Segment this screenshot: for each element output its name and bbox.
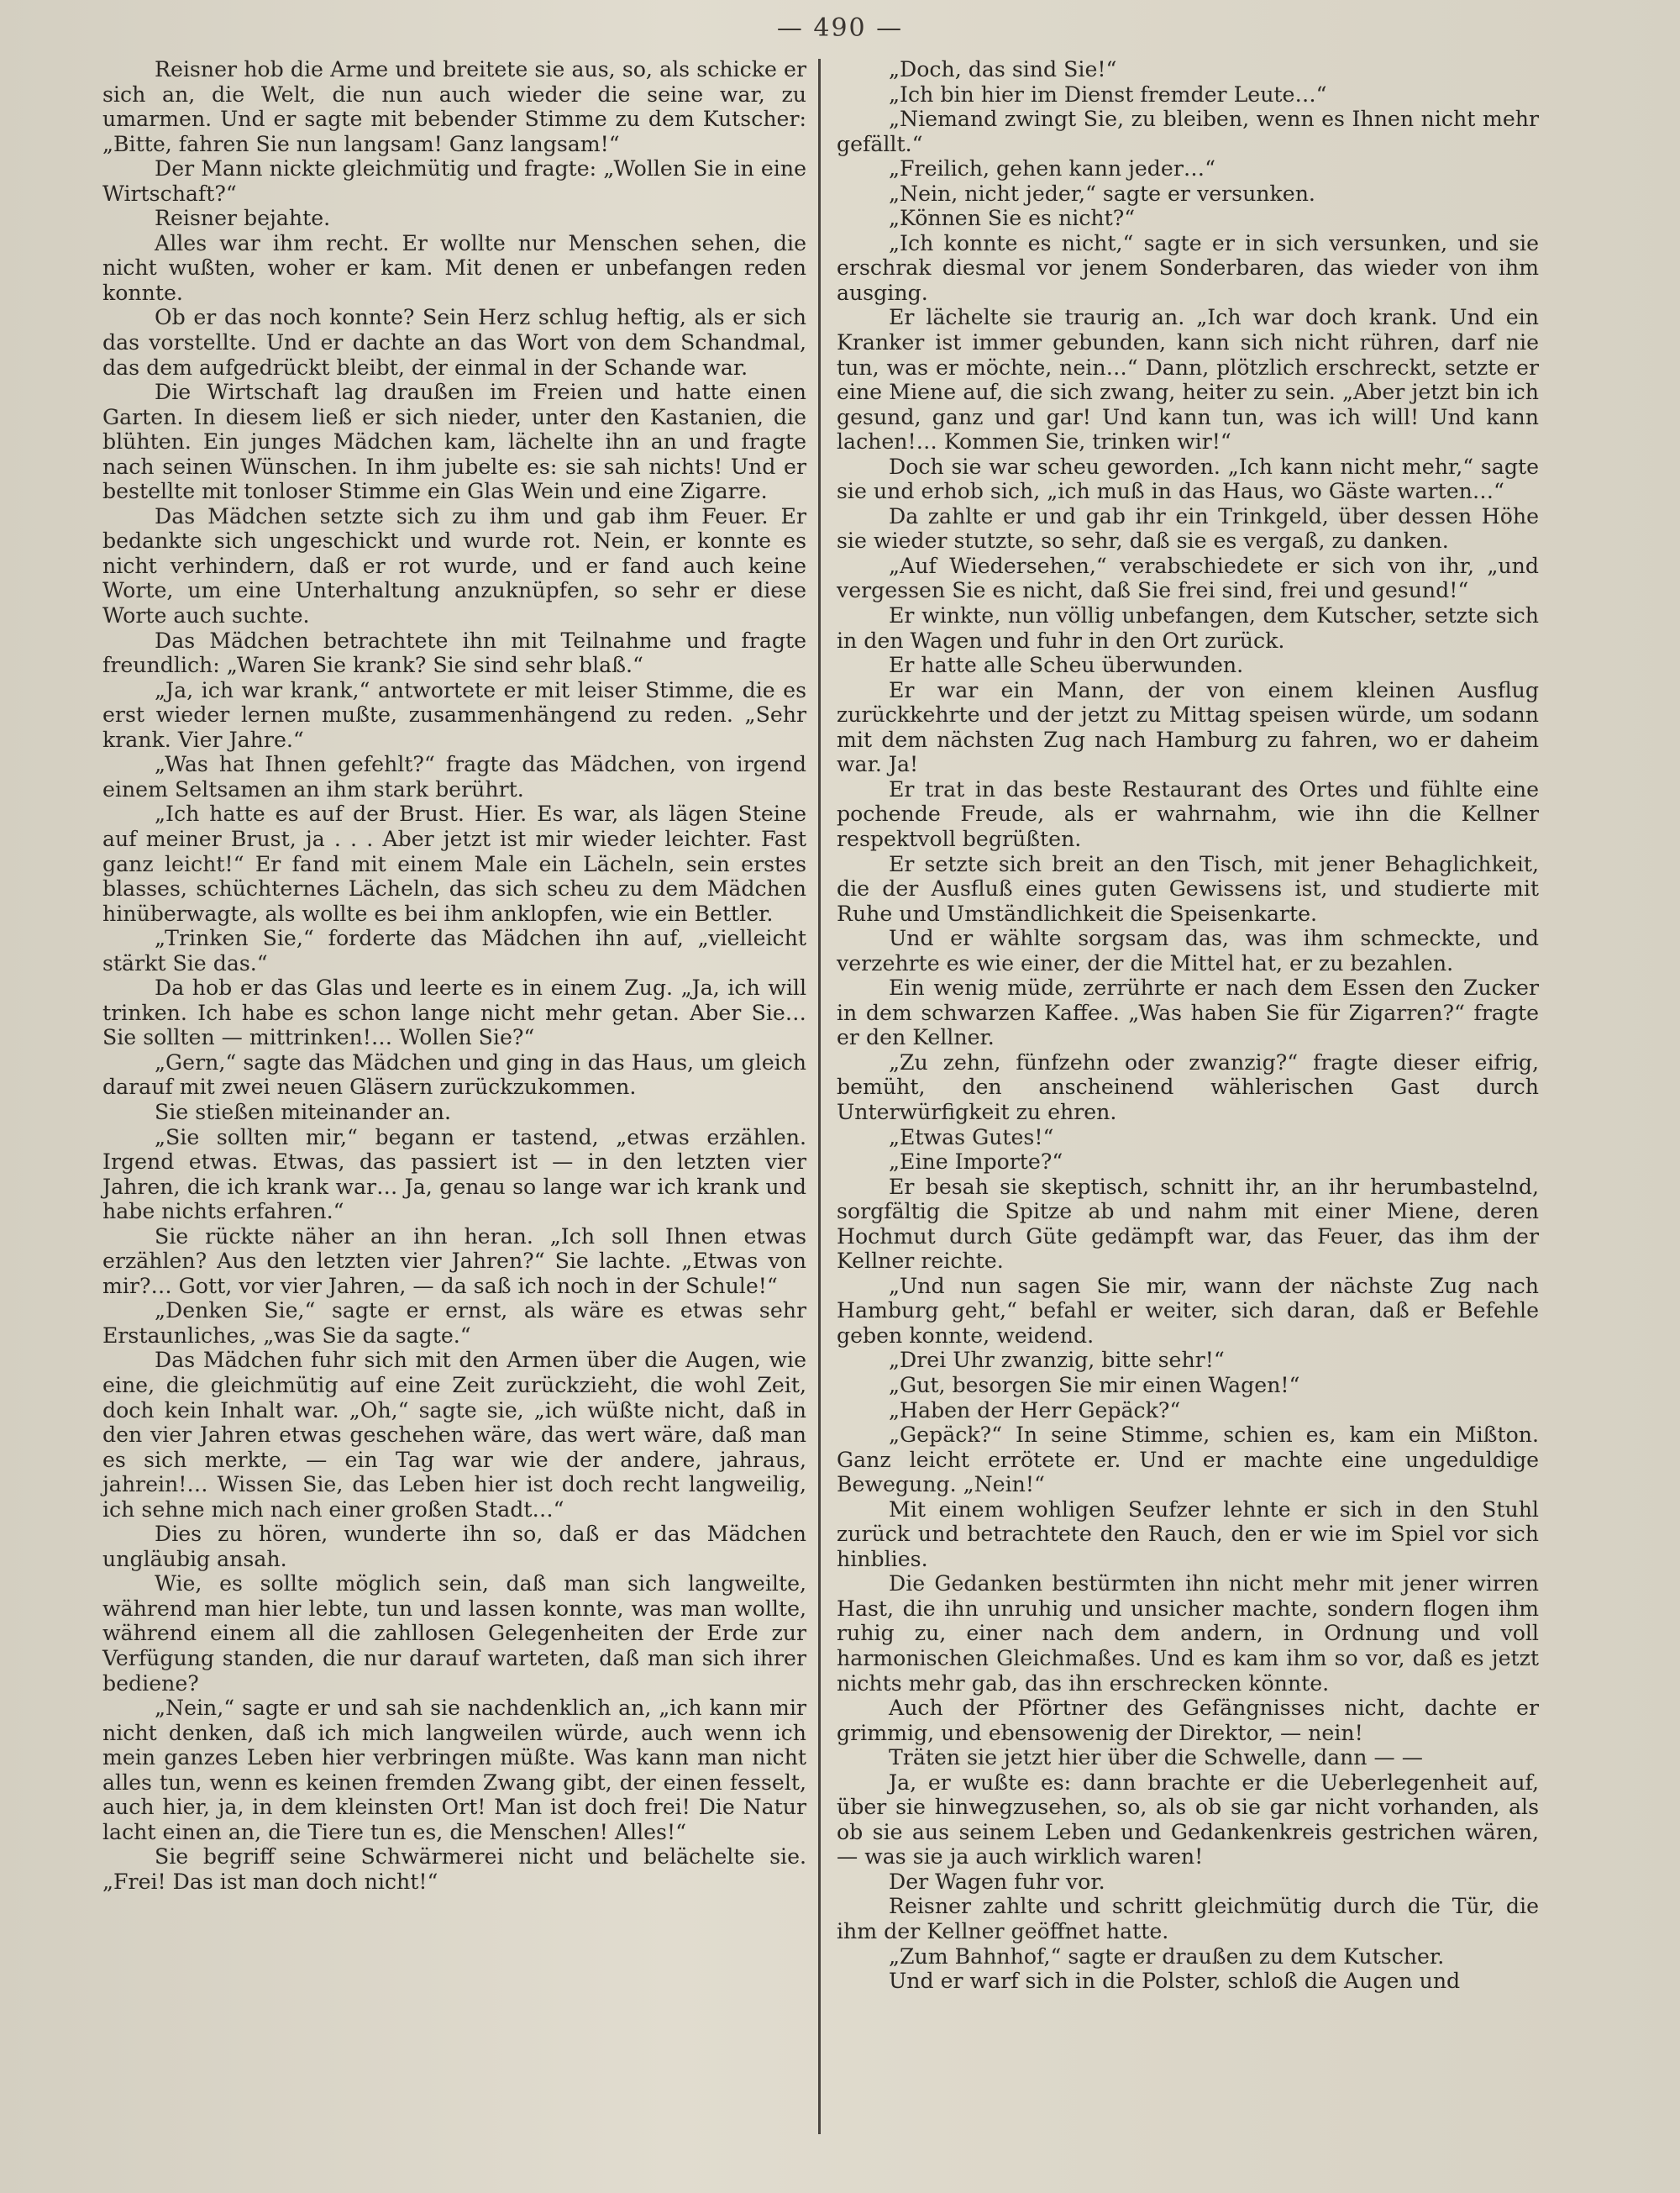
paragraph: „Ich hatte es auf der Brust. Hier. Es war, als lägen Steine auf meiner Brust, ja . . . Aber jetzt ist mir wieder leichter. Fast ganz leicht!“ Er fand mit einem Male ein Lächeln, sein erstes blasses, schüchternes Lächeln, das sich scheu zu dem Mädchen hinüberwagte, als wollte es bei ihm anklopfen, wie ein Bettler. (102, 802, 806, 926)
right-column (837, 57, 1539, 1994)
paragraph: „Gepäck?“ In seine Stimme, schien es, kam ein Mißton. Ganz leicht errötete er. Und er machte eine ungeduldige Bewegung. „Nein!“ (837, 1423, 1539, 1497)
paragraph: „Drei Uhr zwanzig, bitte sehr!“ (889, 1348, 1225, 1373)
paragraph: Da zahlte er und gab ihr ein Trinkgeld, über dessen Höhe sie wieder stutzte, so sehr, daß sie es vergaß, zu danken. (837, 503, 1539, 554)
paragraph: Die Gedanken bestürmten ihn nicht mehr mit jener wirren Hast, die ihn unruhig und unsicher machte, sondern flogen ihm ruhig zu, einer nach dem andern, in Ordnung und voll harmonischen Gleichmaßes. Und es kam ihm so vor, daß es jetzt nichts mehr gab, das ihn erschrecken könnte. (837, 1571, 1539, 1696)
paragraph: „Zum Bahnhof,“ sagte er draußen zu dem Kutscher. (889, 1943, 1445, 1969)
paragraph: Er winkte, nun völlig unbefangen, dem Kutscher, setzte sich in den Wagen und fuhr in den Ort zurück. (837, 603, 1539, 653)
paragraph: Der Wagen fuhr vor. (889, 1869, 1105, 1894)
paragraph: Er trat in das beste Restaurant des Ortes und fühlte eine pochende Freude, als er wahrnahm, wie ihn die Kellner respektvoll begrüßten. (837, 776, 1539, 851)
paragraph: „Gern,“ sagte das Mädchen und ging in das Haus, um gleich darauf mit zwei neuen Gläsern zurückzukommen. (102, 1049, 806, 1100)
paragraph: „Auf Wiedersehen,“ verabschiedete er sich von ihr, „und vergessen Sie es nicht, daß Sie frei sind, frei und gesund!“ (837, 553, 1539, 603)
paragraph: „Nein, nicht jeder,“ sagte er versunken. (889, 181, 1315, 206)
paragraph: „Ich bin hier im Dienst fremder Leute…“ (889, 82, 1327, 107)
paragraph: „Etwas Gutes!“ (889, 1124, 1054, 1149)
paragraph: „Haben der Herr Gepäck?“ (889, 1397, 1181, 1423)
paragraph: „Ich konnte es nicht,“ sagte er in sich versunken, und sie erschrak diesmal vor jenem Sonderbaren, das wieder von ihm ausging. (837, 230, 1539, 305)
paragraph: Doch sie war scheu geworden. „Ich kann nicht mehr,“ sagte sie und erhob sich, „ich muß in das Haus, wo Gäste warten…“ (837, 454, 1539, 504)
paragraph: „Ja, ich war krank,“ antwortete er mit leiser Stimme, die es erst wieder lernen mußte, zusammenhängend zu reden. „Sehr krank. Vier Jahre.“ (102, 677, 806, 752)
paragraph: Das Mädchen setzte sich zu ihm und gab ihm Feuer. Er bedankte sich ungeschickt und wurde rot. Nein, er konnte es nicht verhindern, daß er rot wurde, und er fand auch keine Worte, um eine Unterhaltung anzuknüpfen, so sehr er diese Worte auch suchte. (102, 503, 806, 628)
paragraph: „Sie sollten mir,“ begann er tastend, „etwas erzählen. Irgend etwas. Etwas, das passiert ist — in den letzten vier Jahren, die ich krank war… Ja, genau so lange war ich krank und habe nichts erfahren.“ (102, 1124, 806, 1224)
column-divider (818, 59, 821, 2134)
paragraph: Reisner bejahte. (155, 206, 331, 231)
paragraph: Ob er das noch konnte? Sein Herz schlug heftig, als er sich das vorstellte. Und er dachte an das Wort von dem Schandmal, das dem aufgedrückt bleibt, der einmal in der Schande war. (102, 305, 806, 380)
paragraph: Die Wirtschaft lag draußen im Freien und hatte einen Garten. In diesem ließ er sich nieder, unter den Kastanien, die blühten. Ein junges Mädchen kam, lächelte ihn an und fragte nach seinen Wünschen. In ihm jubelte es: sie sah nichts! Und er bestellte mit tonloser Stimme ein Glas Wein und eine Zigarre. (102, 380, 806, 504)
paragraph: Und er wählte sorgsam das, was ihm schmeckte, und verzehrte es wie einer, der die Mittel hat, er zu bezahlen. (837, 926, 1539, 976)
paragraph: Er war ein Mann, der von einem kleinen Ausflug zurückkehrte und der jetzt zu Mittag speisen würde, um sodann mit dem nächsten Zug nach Hamburg zu fahren, wo er daheim war. Ja! (837, 677, 1539, 777)
paragraph: Er hatte alle Scheu überwunden. (889, 653, 1244, 678)
paragraph: Ein wenig müde, zerrührte er nach dem Essen den Zucker in dem schwarzen Kaffee. „Was haben Sie für Zigarren?“ fragte er den Kellner. (837, 976, 1539, 1050)
paragraph: „Zu zehn, fünfzehn oder zwanzig?“ fragte dieser eifrig, bemüht, den anscheinend wählerischen Gast durch Unterwürfigkeit zu ehren. (837, 1049, 1539, 1124)
paragraph: „Können Sie es nicht?“ (889, 206, 1136, 231)
paragraph: „Nein,“ sagte er und sah sie nachdenklich an, „ich kann mir nicht denken, daß ich mich langweilen würde, auch wenn ich mein ganzes Leben hier verbringen müßte. Was kann man nicht alles tun, wenn es keinen fremden Zwang gibt, der einen fesselt, auch hier, ja, in dem kleinsten Ort! Man ist doch frei! Die Natur lacht einen an, die Tiere tun es, die Menschen! Alles!“ (102, 1696, 806, 1844)
paragraph: Er besah sie skeptisch, schnitt ihr, an ihr herumbastelnd, sorgfältig die Spitze ab und nahm mit einer Miene, deren Hochmut durch Güte gedämpft war, das Feuer, das ihm der Kellner reichte. (837, 1174, 1539, 1274)
paragraph: Wie, es sollte möglich sein, daß man sich langweilte, während man hier lebte, tun und lassen konnte, was man wollte, während einem all die zahllosen Gelegenheiten der Erde zur Verfügung standen, die nur darauf warteten, daß man sich ihrer bediene? (102, 1571, 806, 1696)
paragraph: „Und nun sagen Sie mir, wann der nächste Zug nach Hamburg geht,“ befahl er weiter, sich daran, daß er Befehle geben konnte, weidend. (837, 1273, 1539, 1348)
paragraph: Das Mädchen betrachtete ihn mit Teilnahme und fragte freundlich: „Waren Sie krank? Sie sind sehr blaß.“ (102, 628, 806, 678)
paragraph: „Was hat Ihnen gefehlt?“ fragte das Mädchen, von irgend einem Seltsamen an ihm stark berührt. (102, 752, 806, 802)
paragraph: „Niemand zwingt Sie, zu bleiben, wenn es Ihnen nicht mehr gefällt.“ (837, 107, 1539, 156)
paragraph: Sie rückte näher an ihn heran. „Ich soll Ihnen etwas erzählen? Aus den letzten vier Jahren?“ Sie lachte. „Etwas von mir?… Gott, vor vier Jahren, — da saß ich noch in der Schule!“ (102, 1223, 806, 1298)
paragraph: Und er warf sich in die Polster, schloß die Augen und (889, 1969, 1461, 1994)
paragraph: Sie stießen miteinander an. (155, 1099, 451, 1124)
paragraph: „Denken Sie,“ sagte er ernst, als wäre es etwas sehr Erstaunliches, „was Sie da sagte.“ (102, 1298, 806, 1348)
left-column (102, 57, 806, 1894)
paragraph: Auch der Pförtner des Gefängnisses nicht, dachte er grimmig, und ebensowenig der Direktor, — nein! (837, 1696, 1539, 1745)
paragraph: Alles war ihm recht. Er wollte nur Menschen sehen, die nicht wußten, woher er kam. Mit denen er unbefangen reden konnte. (102, 230, 806, 305)
paragraph: Er lächelte sie traurig an. „Ich war doch krank. Und ein Kranker ist immer gebunden, kann sich nicht rühren, darf nie tun, was er möchte, nein…“ Dann, plötzlich erschreckt, setzte er eine Miene auf, die sich zwang, heiter zu sein. „Aber jetzt bin ich gesund, ganz und gar! Und kann tun, was ich will! Und kann lachen!… Kommen Sie, trinken wir!“ (837, 305, 1539, 455)
paragraph: „Eine Importe?“ (889, 1149, 1063, 1175)
paragraph: „Freilich, gehen kann jeder…“ (889, 156, 1215, 181)
paragraph: Reisner zahlte und schritt gleichmütig durch die Tür, die ihm der Kellner geöffnet hatte. (837, 1894, 1539, 1944)
paragraph: Sie begriff seine Schwärmerei nicht und belächelte sie. „Frei! Das ist man doch nicht!“ (102, 1844, 806, 1894)
paragraph: Ja, er wußte es: dann brachte er die Ueberlegenheit auf, über sie hinwegzusehen, so, als ob sie gar nicht vorhanden, als ob sie aus seinem Leben und Gedankenkreis gestrichen wären, — was sie ja auch wirklich waren! (837, 1770, 1539, 1870)
paragraph: Der Mann nickte gleichmütig und fragte: „Wollen Sie in eine Wirtschaft?“ (102, 156, 806, 206)
paragraph: Er setzte sich breit an den Tisch, mit jener Behaglichkeit, die der Ausfluß eines guten Gewissens ist, und studierte mit Ruhe und Umständlichkeit die Speisenkarte. (837, 851, 1539, 926)
paragraph: Da hob er das Glas und leerte es in einem Zug. „Ja, ich will trinken. Ich habe es schon lange nicht mehr getan. Aber Sie… Sie sollten — mittrinken!… Wollen Sie?“ (102, 976, 806, 1050)
paragraph: Das Mädchen fuhr sich mit den Armen über die Augen, wie eine, die gleichmütig auf eine Zeit zurückzieht, die wohl Zeit, doch kein Inhalt war. „Oh,“ sagte sie, „ich wüßte nicht, daß in den vier Jahren etwas geschehen wäre, das wert wäre, daß man es sich merkte, — ein Tag war wie der andere, jahraus, jahrein!… Wissen Sie, das Leben hier ist doch recht langweilig, ich sehne mich nach einer großen Stadt…“ (102, 1348, 806, 1522)
paragraph: „Trinken Sie,“ forderte das Mädchen ihn auf, „vielleicht stärkt Sie das.“ (102, 926, 806, 976)
paragraph: „Doch, das sind Sie!“ (889, 57, 1117, 82)
paragraph: Dies zu hören, wunderte ihn so, daß er das Mädchen ungläubig ansah. (102, 1522, 806, 1571)
page-number: — 490 — (776, 13, 904, 43)
paragraph: Träten sie jetzt hier über die Schwelle, dann — — (889, 1745, 1423, 1770)
paragraph: Reisner hob die Arme und breitete sie aus, so, als schicke er sich an, die Welt, die nun auch wieder die seine war, zu umarmen. Und er sagte mit bebender Stimme zu dem Kutscher: „Bitte, fahren Sie nun langsam! Ganz langsam!“ (102, 57, 806, 156)
paragraph: Mit einem wohligen Seufzer lehnte er sich in den Stuhl zurück und betrachtete den Rauch, den er wie im Spiel vor sich hinblies. (837, 1496, 1539, 1571)
paragraph: „Gut, besorgen Sie mir einen Wagen!“ (889, 1372, 1300, 1397)
